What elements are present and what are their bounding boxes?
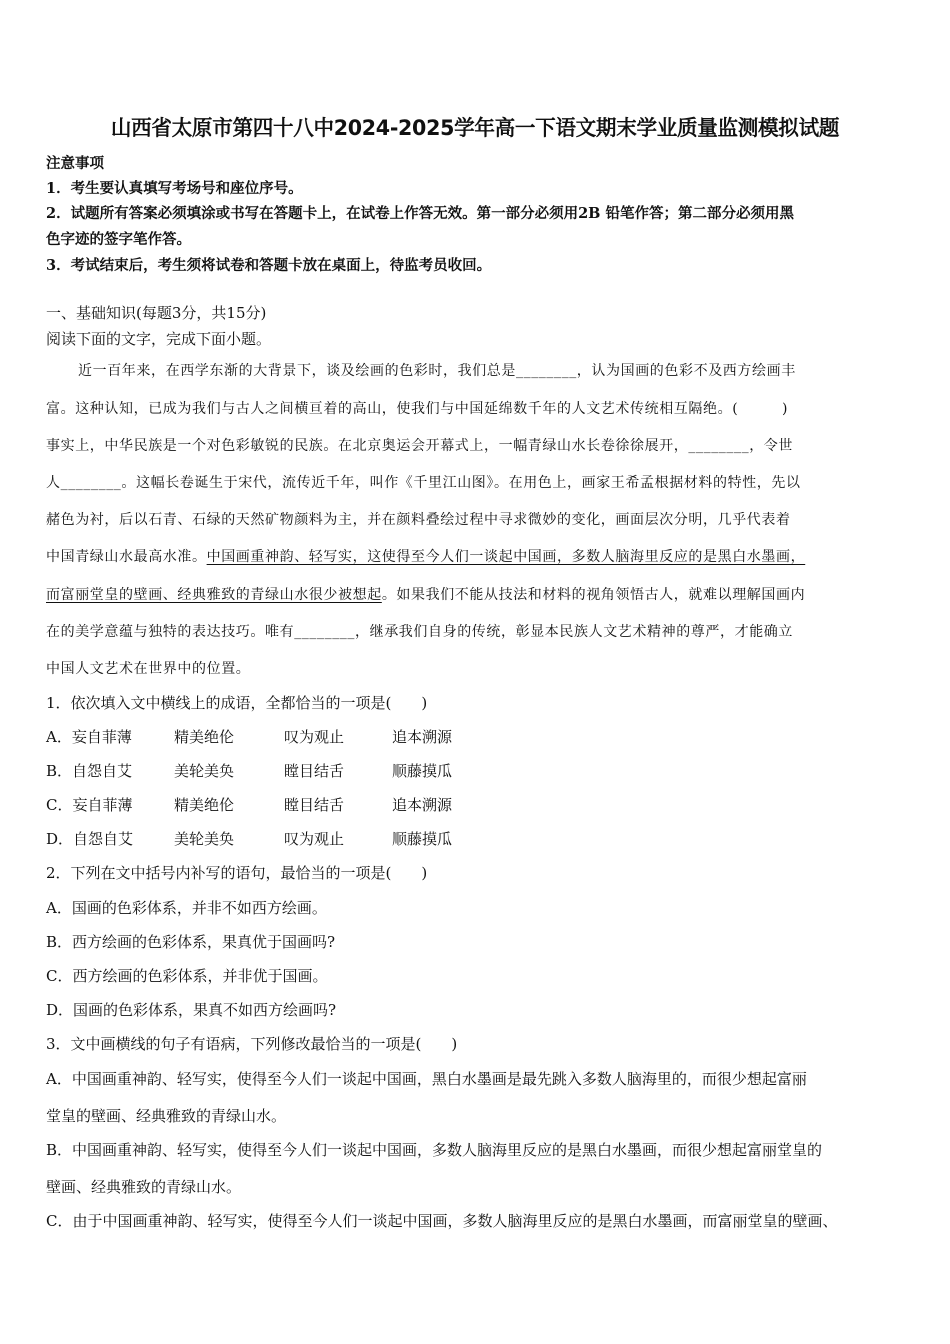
q2-option-b: B．西方绘画的色彩体系，果真优于国画吗?	[46, 933, 336, 951]
underlined-sentence-part-2: 而富丽堂皇的壁画、经典雅致的青绿山水很少被想起	[46, 587, 382, 603]
passage-line-8: 在的美学意蕴与独特的表达技巧。唯有________，继承我们自身的传统，彰显本民族人文艺术精神的尊严，才能确立	[46, 624, 793, 640]
underlined-sentence-part-1: 中国画重神韵、轻写实，这使得至今人们一谈起中国画，多数人脑海里反应的是黑白水墨画，	[206, 549, 806, 565]
passage-line-7	[46, 584, 805, 604]
passage-line-4: 人________。这幅长卷诞生于宋代，流传近千年，叫作《千里江山图》。在用色上，画家王希孟根据材料的特性，先以	[46, 475, 801, 491]
q3-option-b-cont: 壁画、经典雅致的青绿山水。	[46, 1178, 242, 1196]
q1-a-3: 叹为观止	[284, 728, 345, 746]
q1-option-a	[46, 726, 452, 747]
passage-line-9: 中国人文艺术在世界中的位置。	[46, 661, 251, 677]
q1-d-2: 美轮美奂	[174, 830, 235, 848]
q3-option-b: B．中国画重神韵、轻写实，使得至今人们一谈起中国画，多数人脑海里反应的是黑白水墨画，而很少想起富丽堂皇的	[46, 1141, 823, 1159]
q1-c-4: 追本溯源	[392, 796, 453, 814]
passage-line-7-plain: 。如果我们不能从技法和材料的视角领悟古人，就难以理解国画内	[381, 587, 806, 603]
question-1-stem: 1．依次填入文中横线上的成语，全都恰当的一项是( )	[46, 694, 428, 712]
section-heading: 一、基础知识(每题3分，共15分)	[46, 304, 267, 322]
q1-option-d	[46, 828, 452, 849]
notice-heading: 注意事项	[46, 155, 104, 172]
q1-d-3: 叹为观止	[284, 830, 345, 848]
notice-item-3: 3．考试结束后，考生须将试卷和答题卡放在桌面上，待监考员收回。	[46, 257, 492, 274]
notice-item-2-cont: 色字迹的签字笔作答。	[46, 231, 191, 248]
notice-item-2: 2．试题所有答案必须填涂或书写在答题卡上，在试卷上作答无效。第一部分必须用2B 铅笔作答；第二部分必须用黑	[46, 205, 794, 222]
q1-b-1: B．自怨自艾	[46, 762, 133, 780]
q1-d-1: D．自怨自艾	[46, 830, 134, 848]
q1-b-3: 瞠目结舌	[284, 762, 345, 780]
q2-option-d: D．国画的色彩体系，果真不如西方绘画吗?	[46, 1001, 337, 1019]
q1-b-2: 美轮美奂	[174, 762, 235, 780]
q3-option-a-cont: 堂皇的壁画、经典雅致的青绿山水。	[46, 1107, 287, 1125]
q1-a-1: A．妄自菲薄	[46, 728, 132, 746]
q1-option-c	[46, 794, 452, 815]
q2-option-a: A．国画的色彩体系，并非不如西方绘画。	[46, 899, 327, 917]
passage-line-6	[46, 546, 805, 566]
page-title: 山西省太原市第四十八中2024-2025学年高一下语文期末学业质量监测模拟试题	[110, 116, 840, 140]
q1-d-4: 顺藤摸瓜	[392, 830, 453, 848]
passage-line-1: 近一百年来，在西学东渐的大背景下，谈及绘画的色彩时，我们总是________，认为国画的色彩不及西方绘画丰	[78, 363, 796, 379]
passage-line-2: 富。这种认知，已成为我们与古人之间横亘着的高山，使我们与中国延绵数千年的人文艺术传统相互隔绝。( )	[46, 401, 789, 417]
passage-line-6-plain: 中国青绿山水最高水准。	[46, 549, 207, 565]
q1-c-2: 精美绝伦	[174, 796, 235, 814]
q1-c-1: C．妄自菲薄	[46, 796, 133, 814]
passage-line-3: 事实上，中华民族是一个对色彩敏锐的民族。在北京奥运会开幕式上，一幅青绿山水长卷徐徐展开，________，令世	[46, 438, 793, 454]
q1-c-3: 瞠目结舌	[284, 796, 345, 814]
q1-b-4: 顺藤摸瓜	[392, 762, 453, 780]
q1-option-b	[46, 760, 452, 781]
passage-line-5: 赭色为衬，后以石青、石绿的天然矿物颜料为主，并在颜料叠绘过程中寻求微妙的变化，画面层次分明，几乎代表着	[46, 512, 791, 528]
q3-option-a: A．中国画重神韵、轻写实，使得至今人们一谈起中国画，黑白水墨画是最先跳入多数人脑海里的，而很少想起富丽	[46, 1070, 807, 1088]
question-3-stem: 3．文中画横线的句子有语病，下列修改最恰当的一项是( )	[46, 1035, 458, 1053]
q2-option-c: C．西方绘画的色彩体系，并非优于国画。	[46, 967, 328, 985]
section-instruction: 阅读下面的文字，完成下面小题。	[46, 330, 272, 348]
q1-a-4: 追本溯源	[392, 728, 453, 746]
question-2-stem: 2．下列在文中括号内补写的语句，最恰当的一项是( )	[46, 864, 428, 882]
notice-item-1: 1．考生要认真填写考场号和座位序号。	[46, 180, 303, 197]
q3-option-c: C．由于中国画重神韵、轻写实，使得至今人们一谈起中国画，多数人脑海里反应的是黑白水墨画，而富丽堂皇的壁画、	[46, 1212, 838, 1230]
q1-a-2: 精美绝伦	[174, 728, 235, 746]
